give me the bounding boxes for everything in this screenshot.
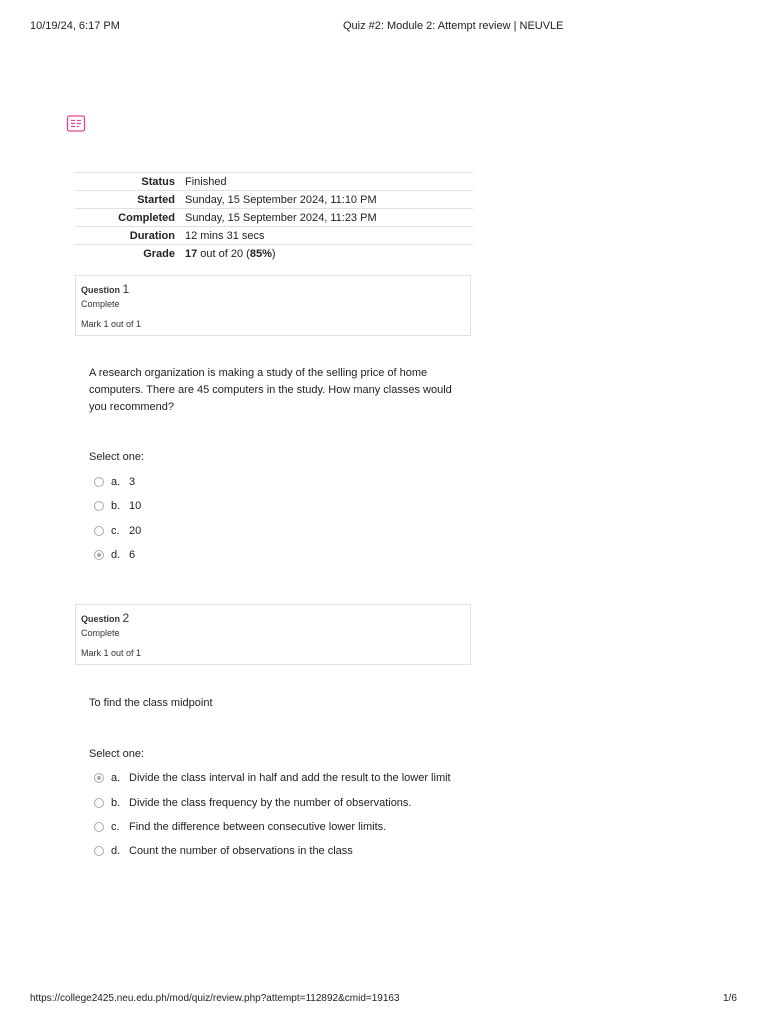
- question-label: Question: [81, 285, 121, 295]
- option-letter: a.: [111, 476, 121, 488]
- grade-percent: 85%: [249, 247, 272, 260]
- summary-value: [181, 245, 473, 263]
- option-text: 10: [129, 500, 142, 512]
- grade-score: 17: [185, 247, 198, 260]
- question-number: 1: [122, 282, 130, 296]
- answer-option[interactable]: [94, 498, 141, 514]
- answer-option-selected[interactable]: [94, 547, 135, 563]
- select-one-prompt: Select one:: [89, 451, 145, 463]
- radio-button[interactable]: [94, 846, 104, 856]
- answer-option[interactable]: [94, 843, 353, 859]
- print-page-number: 1/6: [723, 993, 737, 1004]
- summary-row-started: [75, 191, 473, 209]
- radio-button-checked[interactable]: [94, 773, 104, 783]
- summary-value: 12 mins 31 secs: [185, 229, 265, 242]
- radio-button[interactable]: [94, 798, 104, 808]
- answer-option[interactable]: [94, 819, 386, 835]
- summary-value: Sunday, 15 September 2024, 11:10 PM: [185, 193, 377, 206]
- option-letter: b.: [111, 500, 121, 512]
- option-letter: d.: [111, 845, 121, 857]
- question-info-box: [75, 604, 471, 665]
- option-text: Count the number of observations in the class: [129, 845, 353, 857]
- radio-button[interactable]: [94, 477, 104, 487]
- summary-value: Sunday, 15 September 2024, 11:23 PM: [185, 211, 377, 224]
- summary-label: Grade: [143, 247, 175, 260]
- summary-row-duration: [75, 227, 473, 245]
- radio-button[interactable]: [94, 526, 104, 536]
- summary-value: Finished: [185, 175, 227, 188]
- print-datetime: 10/19/24, 6:17 PM: [30, 20, 120, 32]
- question-text: A research organization is making a study of the selling price of home computers. There are 45 computers in the study. How many classes would you recommend?: [89, 367, 452, 413]
- summary-row-grade: [75, 245, 473, 263]
- print-url: https://college2425.neu.edu.ph/mod/quiz/review.php?attempt=112892&cmid=19163: [30, 993, 400, 1004]
- answer-option-selected[interactable]: [94, 770, 451, 786]
- attempt-summary-table: [75, 172, 473, 263]
- summary-label: Duration: [129, 229, 175, 242]
- option-text: Divide the class frequency by the number of observations.: [129, 797, 412, 809]
- option-text: 6: [129, 549, 136, 561]
- grade-out-of: out of 20 (: [197, 247, 250, 260]
- question-title: [81, 282, 465, 296]
- option-text: 3: [129, 476, 136, 488]
- radio-button[interactable]: [94, 501, 104, 511]
- quiz-navigation-icon[interactable]: [66, 114, 86, 134]
- radio-button[interactable]: [94, 822, 104, 832]
- radio-button-checked[interactable]: [94, 550, 104, 560]
- question-state: Complete: [81, 299, 120, 309]
- question-state: Complete: [81, 628, 120, 638]
- print-page-title: Quiz #2: Module 2: Attempt review | NEUVLE: [343, 20, 564, 32]
- summary-label: Status: [141, 175, 175, 188]
- summary-row-completed: [75, 209, 473, 227]
- option-letter: a.: [111, 772, 121, 784]
- select-one-prompt: Select one:: [89, 748, 145, 760]
- question-text: To find the class midpoint: [89, 697, 213, 709]
- option-text: Find the difference between consecutive lower limits.: [129, 821, 387, 833]
- summary-row-status: [75, 173, 473, 191]
- answer-option[interactable]: [94, 795, 411, 811]
- option-text: 20: [129, 525, 142, 537]
- summary-label: Completed: [118, 211, 175, 224]
- option-letter: c.: [111, 525, 120, 537]
- answer-option[interactable]: [94, 523, 141, 539]
- option-letter: c.: [111, 821, 120, 833]
- option-letter: b.: [111, 797, 121, 809]
- question-title: [81, 611, 465, 625]
- question-info-box: [75, 275, 471, 336]
- option-text: Divide the class interval in half and add the result to the lower limit: [129, 772, 451, 784]
- option-letter: d.: [111, 549, 121, 561]
- question-number: 2: [122, 611, 130, 625]
- question-label: Question: [81, 614, 121, 624]
- question-mark: Mark 1 out of 1: [81, 648, 142, 658]
- summary-label: Started: [137, 193, 175, 206]
- answer-option[interactable]: [94, 474, 135, 490]
- grade-close: ): [271, 247, 276, 260]
- question-mark: Mark 1 out of 1: [81, 319, 142, 329]
